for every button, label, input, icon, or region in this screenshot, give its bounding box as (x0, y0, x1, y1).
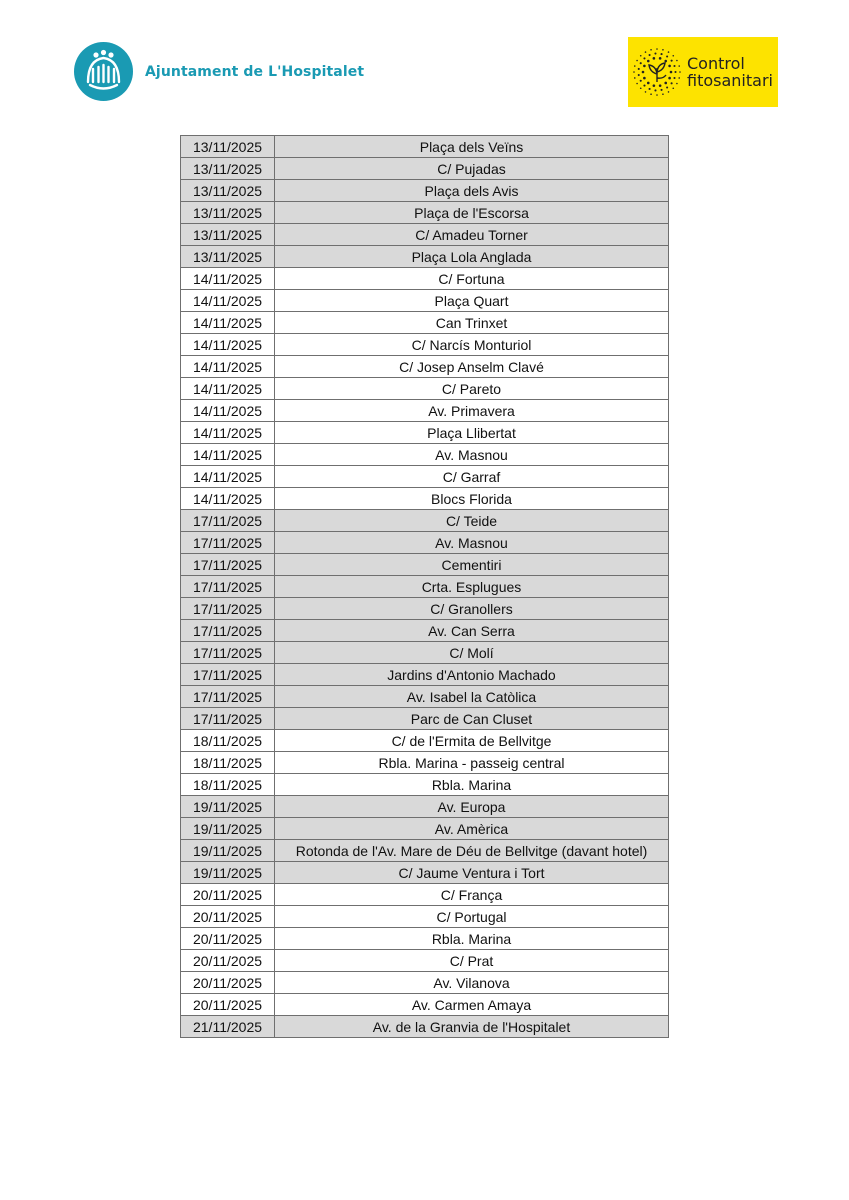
location-cell: C/ Garraf (275, 466, 669, 488)
date-cell: 13/11/2025 (181, 180, 275, 202)
date-cell: 13/11/2025 (181, 136, 275, 158)
brand-line-1: Control (687, 54, 745, 73)
location-cell: Av. Carmen Amaya (275, 994, 669, 1016)
location-cell: Av. Amèrica (275, 818, 669, 840)
location-cell: Plaça dels Avis (275, 180, 669, 202)
location-cell: Plaça de l'Escorsa (275, 202, 669, 224)
date-cell: 14/11/2025 (181, 268, 275, 290)
date-cell: 19/11/2025 (181, 818, 275, 840)
table-row (181, 862, 669, 884)
date-cell: 18/11/2025 (181, 730, 275, 752)
table-row (181, 246, 669, 268)
table-row (181, 598, 669, 620)
location-cell: Av. Masnou (275, 532, 669, 554)
control-fitosanitari-logo (628, 37, 778, 107)
date-cell: 14/11/2025 (181, 356, 275, 378)
date-cell: 17/11/2025 (181, 598, 275, 620)
date-cell: 17/11/2025 (181, 708, 275, 730)
date-cell: 20/11/2025 (181, 906, 275, 928)
date-cell: 19/11/2025 (181, 840, 275, 862)
date-cell: 17/11/2025 (181, 510, 275, 532)
table-row (181, 334, 669, 356)
schedule-table (180, 135, 669, 1038)
table-row (181, 620, 669, 642)
location-cell: Av. de la Granvia de l'Hospitalet (275, 1016, 669, 1038)
location-cell: C/ Prat (275, 950, 669, 972)
table-row (181, 972, 669, 994)
date-cell: 20/11/2025 (181, 950, 275, 972)
table-row (181, 378, 669, 400)
date-cell: 14/11/2025 (181, 334, 275, 356)
table-row (181, 928, 669, 950)
location-cell: C/ Teide (275, 510, 669, 532)
date-cell: 17/11/2025 (181, 686, 275, 708)
date-cell: 19/11/2025 (181, 862, 275, 884)
table-row (181, 268, 669, 290)
schedule-table-body (181, 136, 669, 1038)
location-cell: Can Trinxet (275, 312, 669, 334)
date-cell: 17/11/2025 (181, 620, 275, 642)
location-cell: Plaça Llibertat (275, 422, 669, 444)
table-row (181, 774, 669, 796)
date-cell: 13/11/2025 (181, 158, 275, 180)
location-cell: Rbla. Marina (275, 928, 669, 950)
table-row (181, 290, 669, 312)
location-cell: Av. Primavera (275, 400, 669, 422)
location-cell: C/ Narcís Monturiol (275, 334, 669, 356)
table-row (181, 312, 669, 334)
location-cell: Jardins d'Antonio Machado (275, 664, 669, 686)
date-cell: 18/11/2025 (181, 752, 275, 774)
city-council-logo (74, 42, 364, 101)
date-cell: 19/11/2025 (181, 796, 275, 818)
table-row (181, 510, 669, 532)
location-cell: Plaça Lola Anglada (275, 246, 669, 268)
date-cell: 14/11/2025 (181, 290, 275, 312)
table-row (181, 488, 669, 510)
brand-name (687, 55, 773, 89)
location-cell: Crta. Esplugues (275, 576, 669, 598)
date-cell: 14/11/2025 (181, 466, 275, 488)
date-cell: 20/11/2025 (181, 884, 275, 906)
table-row (181, 994, 669, 1016)
table-row (181, 1016, 669, 1038)
location-cell: Av. Vilanova (275, 972, 669, 994)
location-cell: Blocs Florida (275, 488, 669, 510)
table-row (181, 576, 669, 598)
location-cell: C/ Molí (275, 642, 669, 664)
location-cell: C/ Pujadas (275, 158, 669, 180)
date-cell: 17/11/2025 (181, 642, 275, 664)
table-row (181, 400, 669, 422)
table-row (181, 686, 669, 708)
date-cell: 20/11/2025 (181, 928, 275, 950)
table-row (181, 906, 669, 928)
location-cell: Av. Can Serra (275, 620, 669, 642)
date-cell: 18/11/2025 (181, 774, 275, 796)
location-cell: Av. Masnou (275, 444, 669, 466)
table-row (181, 950, 669, 972)
table-row (181, 202, 669, 224)
date-cell: 14/11/2025 (181, 444, 275, 466)
date-cell: 17/11/2025 (181, 576, 275, 598)
page-header (0, 0, 849, 120)
location-cell: Plaça Quart (275, 290, 669, 312)
table-row (181, 840, 669, 862)
table-row (181, 224, 669, 246)
location-cell: Parc de Can Cluset (275, 708, 669, 730)
location-cell: C/ Amadeu Torner (275, 224, 669, 246)
location-cell: C/ Granollers (275, 598, 669, 620)
table-row (181, 730, 669, 752)
location-cell: Rbla. Marina - passeig central (275, 752, 669, 774)
date-cell: 17/11/2025 (181, 532, 275, 554)
table-row (181, 444, 669, 466)
table-row (181, 158, 669, 180)
table-row (181, 708, 669, 730)
organization-name: Ajuntament de L'Hospitalet (145, 63, 365, 80)
location-cell: C/ França (275, 884, 669, 906)
brand-line-2: fitosanitari (687, 71, 773, 90)
location-cell: Av. Europa (275, 796, 669, 818)
location-cell: C/ Pareto (275, 378, 669, 400)
location-cell: Cementiri (275, 554, 669, 576)
date-cell: 21/11/2025 (181, 1016, 275, 1038)
location-cell: C/ Fortuna (275, 268, 669, 290)
table-row (181, 554, 669, 576)
table-row (181, 752, 669, 774)
date-cell: 13/11/2025 (181, 246, 275, 268)
plant-dots-icon (633, 48, 681, 96)
date-cell: 13/11/2025 (181, 224, 275, 246)
date-cell: 14/11/2025 (181, 488, 275, 510)
table-row (181, 532, 669, 554)
table-row (181, 884, 669, 906)
date-cell: 14/11/2025 (181, 400, 275, 422)
date-cell: 13/11/2025 (181, 202, 275, 224)
date-cell: 20/11/2025 (181, 994, 275, 1016)
table-row (181, 422, 669, 444)
location-cell: Av. Isabel la Catòlica (275, 686, 669, 708)
date-cell: 20/11/2025 (181, 972, 275, 994)
table-row (181, 180, 669, 202)
location-cell: C/ Josep Anselm Clavé (275, 356, 669, 378)
table-row (181, 796, 669, 818)
location-cell: Plaça dels Veïns (275, 136, 669, 158)
location-cell: C/ Portugal (275, 906, 669, 928)
table-row (181, 642, 669, 664)
location-cell: C/ de l'Ermita de Bellvitge (275, 730, 669, 752)
table-row (181, 466, 669, 488)
table-row (181, 356, 669, 378)
date-cell: 14/11/2025 (181, 378, 275, 400)
table-row (181, 818, 669, 840)
date-cell: 17/11/2025 (181, 664, 275, 686)
city-seal-icon (74, 42, 133, 101)
date-cell: 14/11/2025 (181, 312, 275, 334)
date-cell: 17/11/2025 (181, 554, 275, 576)
location-cell: Rotonda de l'Av. Mare de Déu de Bellvitge (davant hotel) (275, 840, 669, 862)
location-cell: Rbla. Marina (275, 774, 669, 796)
table-row (181, 136, 669, 158)
date-cell: 14/11/2025 (181, 422, 275, 444)
location-cell: C/ Jaume Ventura i Tort (275, 862, 669, 884)
table-row (181, 664, 669, 686)
